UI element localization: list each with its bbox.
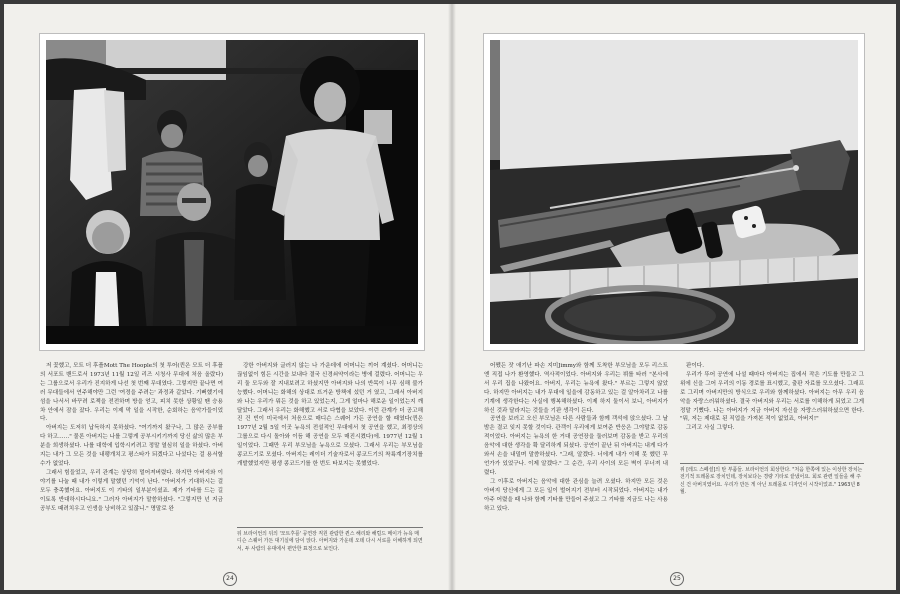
guitar-parts-photo [484, 34, 864, 350]
paragraph: 공연을 보러고 오신 부모님은 다른 사람들과 함께 객석에 앉으셨다. 그 날 밤은 결코 잊지 못할 것이다. 관객이 우리에게 보여준 반응은 그야말로 감동적이었다. 아버지는 뉴욕의 한 거대 공연장을 둘러보며 감동을 받고 우리의 음악에 대한 생각을 확 달리하게 되셨다. 공연이 끝난 뒤 아버지는 내게 다가와서 손을 내밀며 말씀하셨다. "그래, 알겠다. 너에게 내가 이해 못 했던 무언가가 있었구나. 이제 알겠다." 그 순간, 우리 사이의 모든 벽이 무너져 내렸다. [484, 416, 668, 476]
left-text-column-2 [237, 362, 423, 469]
paragraph: 그래서 힘들었고, 우리 관계는 상당히 멀어져버렸다. 하지만 아버지와 이야기를 나눌 때 내가 이렇게 말했던 기억이 난다. "아버지가 기대하시는 걸 모두 충족했어요. 아버지도 이 기타의 일부분이셨죠. 제가 기타를 드는 길 이토록 반대하시다니요." 그러자 아버지가 말씀하셨다. "그렇지만 넌 지금 공부도 때려치우고 인생을 낭비하고 있잖니." 명말로 완 [40, 469, 223, 512]
page-number: 24 [223, 572, 237, 586]
paragraph: 저 꽃했고, 모트 더 후플Mott The Hoople의 첫 투어(퀸은 모트 더 후플의 서포트 밴드로서 1973년 11월 12일 리즈 시청사 무대에 처음 올랐다)는 그룹으로서 우리가 진지하게 나선 첫 번째 무대였다. 그렇지만 끝나면 여러 무대들에서 연주해야만 그런 '여정을 주려는' 과정과 같았다. 기뻐했기에 섬을 나서서 바꾸려 로젝을 전전하며 방을 얻고, 피치 못한 상황일 땐 승용차 안에서 잠을 잤다. 우리는 이제 막 일을 시작한, 순회하는 음악가들이었다. [40, 363, 223, 423]
paragraph: 판이다. [686, 363, 704, 369]
left-text-column-1 [40, 362, 223, 513]
right-photo-caption: 위 [레드 스페셜]의 탄 부품들. 브라이언의 회상한다. "처음 한쪽에 있는 이상한 장치는 전기적 트레몰로 장치인데, 장치보다는 경량 기타로 끝냈어요. 회로 관련 일들을 해 주신 건 아버지였어요. 우리가 만든 게 아닌 트레몰로 디자인이 시작이었죠." 1963년 8월. [680, 467, 863, 496]
paragraph: 아버지는 도저히 납득하지 못하셨다. "여기까지 왔구나, 그 많은 공부를 다 하고……" 물론 아버지는 나를 그렇게 공부시키기까지 당신 삶의 많은 부분을 희생하셨다. 나를 대학에 입학시키려고 정말 열심히 일을 하셨다. 아버지는 내가 그 모든 것을 내팽개치고 평스타가 되겠다고 나섰다는 걸 용서할 수가 없었다. [40, 425, 223, 467]
paragraph: 그 이후로 아버지는 음악에 대한 관심을 늘려 오셨다. 하지만 모든 것은 아버지 당신에게 그 모든 일이 벌어지기 전부터 시작되었다. 아버지는 내가 아주 어렸을 때 나와 함께 기타를 만들어 주셨고 그 기타를 지금도 나는 사용하고 있다. [484, 478, 668, 512]
backstage-photo-image [46, 40, 418, 344]
page-number: 25 [670, 572, 684, 586]
paragraph: 그리고 사실 그렇다. [686, 425, 735, 432]
right-text-column-1 [484, 362, 668, 513]
magazine-spread [4, 4, 896, 590]
backstage-photo [40, 34, 424, 350]
left-photo-caption: 뒤 브라이언의 뒤의 '모트후플' 공연장 직원 관람한 퀸스 해리와 해럴드 메이가 뉴욕 매디슨 스퀘어 가든 대기실에 담이 앉다. 아버지와 가운데 오데 다시 서로를 이해하게 되면서, 두 사람의 유대에서 편안한 표정으로 보인다. [237, 531, 423, 552]
paragraph: 어쨌든 잣 애기난 파손 지미Jimmy와 함께 도착한 부모님을 모두 리스트엔 직접 나가 환영했다. 역사적이었다. 아버지와 우리는 뷔를 타러 "본사에서 우리 집을 나왔어요. 아버지, 우리는 뉴욕에 왔다." 부르는 그렇지 않았다. 하지만 아버지는 내가 무대에 일을에 감동하고 있는 걸 알아차리고 나를 기계에 생각한다는 사실에 행복해하셨다. 이제 하지 둘이서 보니, 아버지가 하신 것과 달라지는 것들을 기판 생각이 든다. [484, 363, 668, 414]
right-page [452, 4, 896, 590]
paragraph: 강한 아버지와 글러지 않는 나 가운데에 어머니는 끼어 계셨다. 어머니는 끊임없이 힘든 시간을 보내다 결국 신경쇠약이라는 병에 걸렸다. 어머니는 우리 둘 모두와 잘 지내보려고 하셨지만 아버지와 나의 반목이 너무 심해 불가능했다. 어머니는 화해의 상대로 뜨거운 방책에 섰던 거 였고, 그래서 아버지와 나는 우리가 뭐든 것을 하고 있었는지, 그게 얼마나 해로운 일이었는지 깨달았다. 그래서 우리는 화해했고 서로 다협을 보았다. 이런 관계가 더 공고해진 건 빈이 미국에서 처음으로 매디슨 스퀘어 가든 공연을 할 때였다(퀸은 1977년 2월 5일 이곳 뉴욕의 전설적인 무대에서 첫 공연을 했고, 최정상의 그룹으로 다시 돌아와 이듬 해 공연을 모두 매진시켰다)에. 1977년 12월 1일이었다. 그때만 우리 부모님을 뉴욕으로 모셨다. 그래서 우리는 부모님을 콩코드기로 모셨다. 아버지는 레이더 기술자로서 콩코드기의 착륙계기장치를 개발했었지만 평생 콩코드기를 한 번도 타보지는 못했었다. [237, 363, 423, 467]
caption-rule [680, 463, 864, 464]
paragraph: 우리가 뚜어 공연에 나설 때마다 아버지는 집에서 작은 기도를 만들고 그 위에 신을 그어 우리의 이동 경로를 표시했고, 출판 자료를 모으셨다. 그래프로 그리며 아버지만의 방식으로 우리와 함께하셨다. 아버지는 아무 우리 음악을 자랑스러워하셨다. 결국 아버지와 우리는 서로를 이해하게 되었고 그게 정말 기뻤다. 나는 아버지가 지금 아버지 자신을 자랑스러워하셨으면 한다. "뭐, 저는 제대로 된 직업을 가져본 적이 없었죠, 아버지!" [680, 371, 864, 423]
caption-rule [237, 527, 423, 528]
right-text-column-2 [680, 362, 864, 433]
guitar-parts-photo-image [490, 40, 858, 344]
left-page [4, 4, 450, 590]
